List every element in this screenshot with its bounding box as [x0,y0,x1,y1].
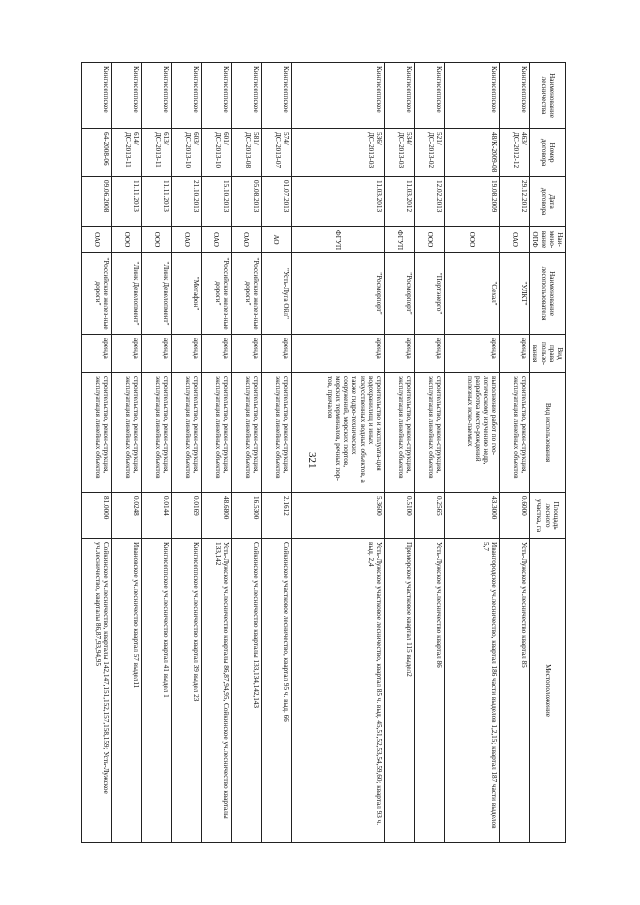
cell-location: Кингисеппское уч.лесничество квартал 39 выдел 23 [171,539,201,843]
cell-area: 81.0000 [82,493,112,539]
table-row [171,63,201,843]
cell-area: 5.3600 [291,493,384,539]
cell-user: "Усть-Луга Ойл" [261,253,291,335]
cell-right-type: аренда [112,335,142,373]
cell-area: 2.1612 [261,493,291,539]
cell-location: Ивангородское уч.лесничество, квартал 186 части выделов 1,2,15; квартал 187 части выделов 5,7 [444,539,499,843]
cell-contract-number: 521/ДС-2013-02 [415,129,445,177]
header-area: Площадь лесного участка, га [530,493,566,539]
cell-area: 0.5100 [385,493,415,539]
cell-opf: ОАО [231,227,261,253]
cell-location: Приморское участковое квартал 115 выдел2 [385,539,415,843]
cell-opf: ООО [444,227,499,253]
cell-user: "УЛКТ" [500,253,530,335]
cell-location: Усть-Лужское уч.лесничество квартал 86 [415,539,445,843]
header-contract-number: Номер договора [530,129,566,177]
header-contract-date: Дата договора [530,177,566,227]
cell-use-type: строительство, рекон-струкция, эксплуатация линейных объектов [112,373,142,493]
cell-right-type: аренда [231,335,261,373]
cell-contract-date: 11.11.2013 [112,177,142,227]
cell-location: Ивановское уч.лесничество квартал 57 выдел11 [112,539,142,843]
cell-user: "Росморпорт" [291,253,384,335]
cell-forestry: Кингисеппское [385,63,415,129]
cell-user: "Российские желез-ные дороги" [231,253,261,335]
cell-right-type: аренда [171,335,201,373]
cell-contract-number: 574/ДС-2013-07 [261,129,291,177]
cell-use-type: строительство, рекон-струкция, эксплуатация линейных объектов [500,373,530,493]
cell-right-type: аренда [385,335,415,373]
header-right-type: Вид права пользо-вания [530,335,566,373]
cell-contract-date: 15.10.2013 [201,177,231,227]
cell-forestry: Кингисеппское [231,63,261,129]
cell-user: "Мегафон" [171,253,201,335]
cell-opf: ФГУП [385,227,415,253]
forest-lease-table [81,62,566,843]
rotated-table-container [81,62,566,842]
cell-opf: ОАО [171,227,201,253]
cell-location: Сойкинское уч.лесничество кварталы 133,134,142,143 [231,539,261,843]
cell-area: 48.6800 [201,493,231,539]
cell-contract-date: 05.08.2013 [231,177,261,227]
cell-use-type: строительство, рекон-струкция, эксплуатация линейных объектов [82,373,112,493]
cell-use-type: строительство, рекон-струкция, эксплуатация линейных объектов [261,373,291,493]
cell-use-type: строительство, рекон-струкция, эксплуатация линейных объектов [171,373,201,493]
cell-contract-number: 536/ДС-2013-03 [291,129,384,177]
cell-opf: АО [261,227,291,253]
cell-contract-number: 463/ДС-2012-12 [500,129,530,177]
table-row [112,63,142,843]
table-row [261,63,291,843]
cell-use-type: строительство, рекон-струкция, эксплуатация линейных объектов [201,373,231,493]
cell-opf: ОАО [500,227,530,253]
cell-location: Сойкинское уч.лесничество, кварталы 142,147,151,152,157,158,159; Усть-Лужское уч.лесничество, кварталы 86,87,93,94,95 [82,539,112,843]
cell-right-type: аренда [500,335,530,373]
cell-contract-number: 581/ДС-2013-08 [231,129,261,177]
cell-use-type: строительство, рекон-струкция, эксплуатация линейных объектов [385,373,415,493]
page-number: 321 [306,452,318,469]
cell-user: "Портэнерго" [415,253,445,335]
cell-location: Сойкинское участковое лесничество, квартал 95 ч. выд. 66 [261,539,291,843]
cell-forestry: Кингисеппское [112,63,142,129]
cell-right-type: аренда [201,335,231,373]
cell-forestry: Кингисеппское [291,63,384,129]
cell-opf: ОАО [82,227,112,253]
cell-opf: ООО [142,227,172,253]
cell-opf: ОАО [201,227,231,253]
cell-contract-date: 11.11.2013 [142,177,172,227]
cell-contract-date: 29.12.2012 [500,177,530,227]
cell-right-type: аренда [142,335,172,373]
table-row [415,63,445,843]
cell-right-type: аренда [261,335,291,373]
cell-area: 0.0169 [171,493,201,539]
header-forestry: Наименование лесничества [530,63,566,129]
cell-area: 0.0248 [112,493,142,539]
header-location: Местоположение [530,539,566,843]
cell-forestry: Кингисеппское [500,63,530,129]
cell-contract-date: 19.08.2009 [444,177,499,227]
cell-location: Усть-Лужское уч.лесничество квартал 85 [500,539,530,843]
cell-user: "Сехал" [444,253,499,335]
cell-area: 0.6000 [500,493,530,539]
cell-right-type: аренда [82,335,112,373]
cell-user: "Росморпорт" [385,253,415,335]
cell-opf: ООО [112,227,142,253]
cell-opf: ФГУП [291,227,384,253]
cell-use-type: строительство и эксплуата-ция водохранилищ и иных искусственных водных объектов, а также гидро-технических сооружений, морских портов, морских терминалов, речных пор-тов, причалов [291,373,384,493]
cell-right-type: аренда [444,335,499,373]
cell-contract-number: 603/ДС-2013-10 [171,129,201,177]
cell-contract-date: 09.06.2008 [82,177,112,227]
cell-forestry: Кингисеппское [171,63,201,129]
cell-forestry: Кингисеппское [201,63,231,129]
cell-contract-date: 11.03.2012 [385,177,415,227]
table-row [142,63,172,843]
cell-location: Кингисеппское уч.лесничество квартал 41 выдел 1 [142,539,172,843]
cell-contract-date: 12.02.2013 [415,177,445,227]
cell-contract-number: 613/ДС-2013-11 [142,129,172,177]
cell-user: "Российские желез-ные дороги" [82,253,112,335]
cell-contract-date: 11.03.2013 [291,177,384,227]
header-use-type: Вид использования [530,373,566,493]
cell-forestry: Кингисеппское [261,63,291,129]
table-row [231,63,261,843]
cell-use-type: строительство, рекон-струкция, эксплуатация линейных объектов [231,373,261,493]
cell-contract-date: 21.10.2013 [171,177,201,227]
cell-location: Усть-Лужское уч.лесничество кварталы 86,87,94,95, Сойкинское уч.лесничество кварталы 133,142 [201,539,231,843]
cell-location: Усть-Лужское участковое лесничество, квартал 85 ч. выд. 45,51,52,53,54,59,60; квартал 93 ч. выд. 2,4 [291,539,384,843]
cell-area: 16.5300 [231,493,261,539]
cell-forestry: Кингисеппское [82,63,112,129]
header-user: Наименование лесопользователя [530,253,566,335]
cell-right-type: аренда [291,335,384,373]
table-row [444,63,499,843]
cell-use-type: строительство, рекон-струкция, эксплуатация линейных объектов [415,373,445,493]
cell-use-type: строительство, рекон-струкция, эксплуатация линейных объектов [142,373,172,493]
table-row [500,63,530,843]
cell-user: "Российские желез-ные дороги" [201,253,231,335]
table-row [385,63,415,843]
table-row [201,63,231,843]
cell-right-type: аренда [415,335,445,373]
cell-opf: ООО [415,227,445,253]
cell-user: "Линк Девелопмент" [112,253,142,335]
cell-area: 43.3000 [444,493,499,539]
cell-forestry: Кингисеппское [415,63,445,129]
cell-forestry: Кингисеппское [444,63,499,129]
cell-contract-number: 534/ДС-2013-03 [385,129,415,177]
cell-user: "Линк Девелопмент" [142,253,172,335]
table-row [82,63,112,843]
cell-contract-number: 614/ДС-2013-11 [112,129,142,177]
cell-area: 0.0144 [142,493,172,539]
cell-contract-number: 48/К-2009-08 [444,129,499,177]
cell-forestry: Кингисеппское [142,63,172,129]
cell-use-type: выполнение работ по гео-логическому изучению недр, разработка место-рождений полезных иско-паемых [444,373,499,493]
header-opf: Наи-мено-вание ОПФ [530,227,566,253]
cell-contract-number: 601/ДС-2013-10 [201,129,231,177]
cell-contract-date: 01.07.2013 [261,177,291,227]
cell-contract-number: 64-2008-06 [82,129,112,177]
table-header-row [530,63,566,843]
cell-area: 0.2565 [415,493,445,539]
